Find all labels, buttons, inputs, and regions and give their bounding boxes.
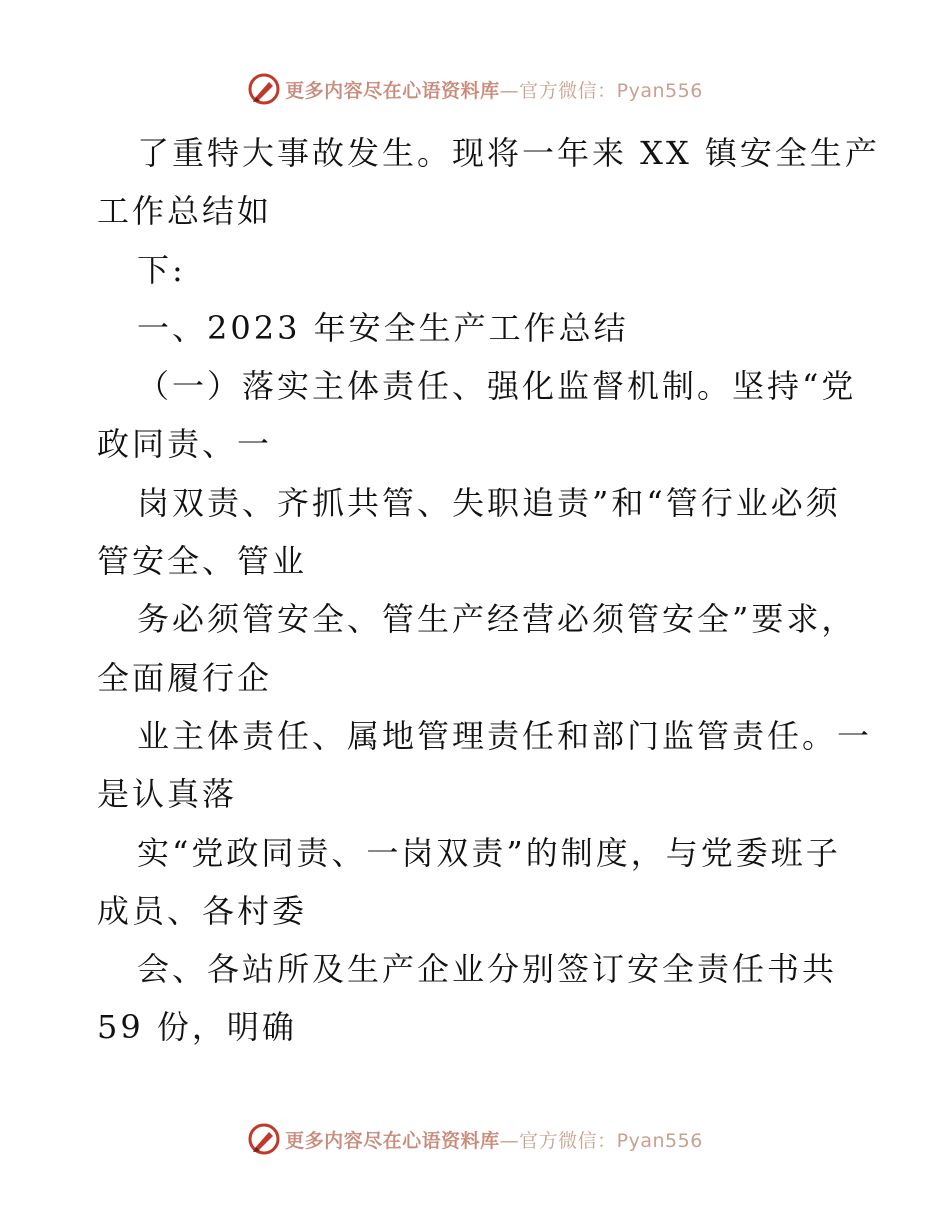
- watermark-footer: [0, 1122, 950, 1156]
- text-line: 业主体责任、属地管理责任和部门监管责任。一: [137, 716, 873, 755]
- watermark-text: 更多内容尽在心语资料库—官方微信：Pyan556: [285, 79, 703, 102]
- text-line: 是认真落: [97, 775, 238, 814]
- text-line: 岗双责、齐抓共管、失职追责”和“管行业必须: [137, 483, 841, 522]
- text-line: 实“党政同责、一岗双责”的制度，与党委班子: [137, 833, 841, 872]
- pen-logo-icon: [247, 72, 281, 106]
- watermark-text: 更多内容尽在心语资料库—官方微信：Pyan556: [285, 1129, 703, 1152]
- text-line: 成员、各村委: [97, 891, 308, 930]
- text-line: 工作总结如: [97, 192, 273, 231]
- text-line: 59 份，明确: [97, 1008, 297, 1047]
- text-line: 了重特大事故发生。现将一年来 XX 镇安全生产: [137, 134, 880, 172]
- watermark-header: [0, 72, 950, 106]
- document-body: [97, 124, 880, 1057]
- text-line: 务必须管安全、管生产经营必须管安全”要求，: [137, 600, 857, 639]
- text-line: 一、2023 年安全生产工作总结: [137, 308, 629, 347]
- text-line: 管安全、管业: [97, 542, 308, 581]
- text-line: 下:: [137, 250, 186, 289]
- text-line: （一）落实主体责任、强化监督机制。坚持“党: [137, 367, 857, 406]
- text-line: 政同责、一: [97, 425, 273, 464]
- text-line: 全面履行企: [97, 658, 273, 697]
- text-line: 会、各站所及生产企业分别签订安全责任书共: [137, 950, 838, 989]
- pen-logo-icon: [247, 1122, 281, 1156]
